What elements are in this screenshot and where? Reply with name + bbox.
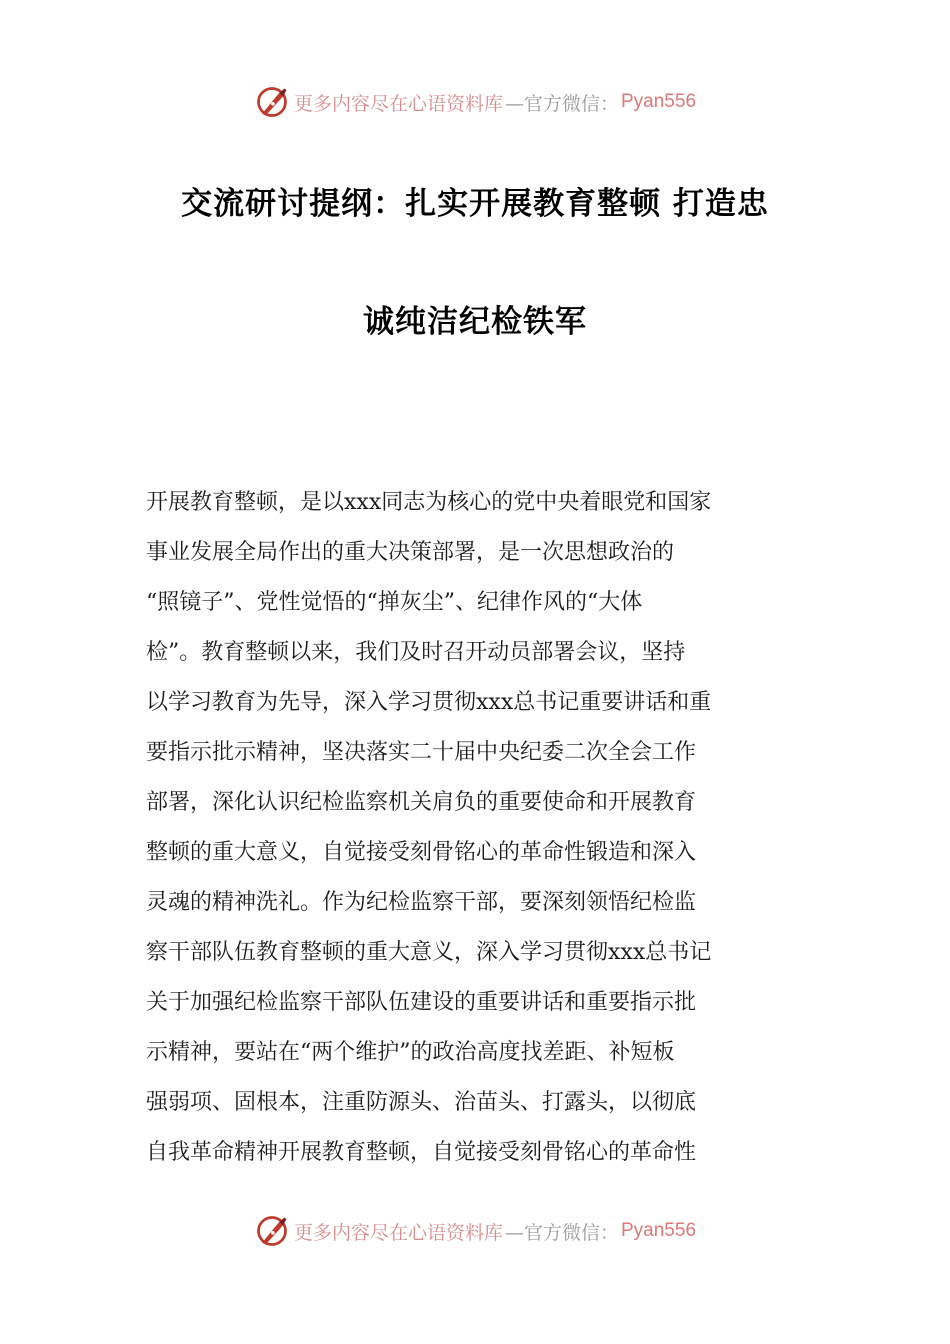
watermark-main-text: 更多内容尽在心语资料库	[293, 92, 503, 115]
body-line: 检”。教育整顿以来，我们及时召开动员部署会议，坚持	[146, 640, 686, 665]
body-line: 示精神，要站在“两个维护”的政治高度找差距、补短板	[146, 1040, 675, 1065]
footer-watermark	[0, 1211, 950, 1251]
body-line: “照镜子”、党性觉悟的“掸灰尘”、纪律作风的“大体	[146, 590, 643, 615]
body-line: 整顿的重大意义，自觉接受刻骨铭心的革命性锻造和深入	[146, 840, 697, 865]
body-line: 要指示批示精神，坚决落实二十届中央纪委二次全会工作	[146, 740, 697, 765]
watermark-sub-text: —官方微信：	[504, 92, 619, 115]
body-line: 自我革命精神开展教育整顿，自觉接受刻骨铭心的革命性	[146, 1140, 697, 1165]
body-line: 灵魂的精神洗礼。作为纪检监察干部，要深刻领悟纪检监	[146, 890, 697, 915]
body-line: 以学习教育为先导，深入学习贯彻xxx总书记重要讲话和重	[146, 690, 712, 715]
body-line: 察干部队伍教育整顿的重大意义，深入学习贯彻xxx总书记	[146, 940, 712, 965]
body-line: 关于加强纪检监察干部队伍建设的重要讲话和重要指示批	[146, 990, 697, 1015]
watermark-sub-text: —官方微信：	[504, 1221, 619, 1244]
pen-nib-logo-icon	[254, 84, 290, 120]
pen-nib-logo-icon	[254, 1213, 290, 1249]
watermark-account: Pyan556	[621, 1220, 697, 1241]
document-title-line-2: 诚纯洁纪检铁军	[363, 304, 587, 340]
watermark-main-text: 更多内容尽在心语资料库	[293, 1221, 503, 1244]
watermark-account: Pyan556	[621, 91, 697, 112]
watermark-text	[294, 89, 696, 116]
body-line: 部署，深化认识纪检监察机关肩负的重要使命和开展教育	[146, 790, 697, 815]
body-paragraph	[146, 478, 808, 1178]
body-line: 开展教育整顿，是以xxx同志为核心的党中央着眼党和国家	[146, 490, 712, 515]
document-title-line-1: 交流研讨提纲：扎实开展教育整顿 打造忠	[181, 186, 769, 222]
header-watermark	[0, 82, 950, 122]
watermark-text	[294, 1218, 696, 1245]
body-line: 事业发展全局作出的重大决策部署，是一次思想政治的	[146, 540, 675, 565]
body-line: 强弱项、固根本，注重防源头、治苗头、打露头，以彻底	[146, 1090, 697, 1115]
